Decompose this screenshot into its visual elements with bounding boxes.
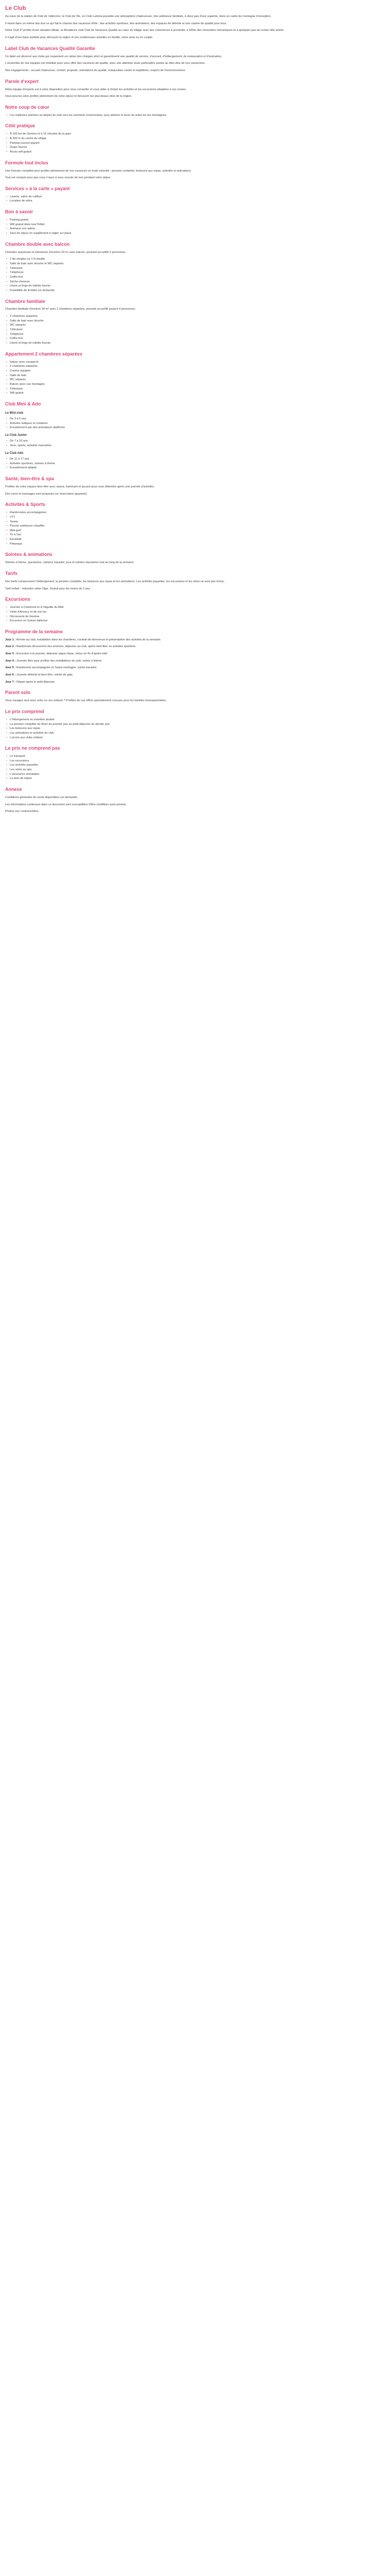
list-item: • Salle de bain <box>10 374 386 378</box>
intro-para: Il réunit dans un même lieu tout ce qui fait le charme des vacances d'été : des activités sportives, des animations, des espaces de détente et une cuisine de qualité pour tous. <box>5 22 227 25</box>
services-heading: Services « à la carte » payant <box>5 185 70 191</box>
chambre-double-list <box>5 257 386 293</box>
list-item: • Activités ludiques et créatives <box>10 421 386 426</box>
ado-club-subheading: Le Club Ado <box>5 451 24 455</box>
soiree-para: Soirées à thème, spectacles, cabaret, karaoké, jeux et soirées dansantes tout au long de la semaine. <box>5 561 135 565</box>
excursions-section <box>5 596 386 623</box>
club-mini-heading: Club Mini & Ado <box>5 401 41 406</box>
day-name: Jour 3 : <box>5 652 16 656</box>
list-item: • Pétanque <box>10 542 386 547</box>
list-item: • Accès wifi gratuit <box>10 150 386 155</box>
mini-club-subheading: Le Mini-club <box>5 411 23 415</box>
intro-para: Au cœur de la station de Club de Vallorcine, le Club de l'Ile, un Club Lumina possède une atmosphère chaleureuse, très ambiance familiale, à deux pas d'une superbe, dans un cadre de montagne d'exception. <box>5 15 272 19</box>
qualite-para: L'ensemble de nos équipes est mobilisé pour vous offrir des vacances de qualité, avec une attention toute particulière portée au bien-être de nos vacanciers. <box>5 62 206 65</box>
day-text: Journée détente et bien-être, soirée de gala. <box>16 673 73 677</box>
pratique-heading: Côté pratique <box>5 123 36 129</box>
parent-para: Vous voyagez seul avec votre ou vos enfants ? Profitez de nos offres spécialement conçues pour les familles monoparentales. <box>5 699 167 703</box>
appartement-section <box>5 351 386 396</box>
list-item: • À 150 km de Genève et à 15 minutes de la gare <box>10 132 386 137</box>
services-list <box>5 195 386 204</box>
list-item: • Coffre-fort <box>10 336 386 341</box>
formule-heading: Formule tout inclus <box>5 160 48 165</box>
prix-comprend-section <box>5 708 386 740</box>
list-item: • L'accès aux clubs enfants <box>10 736 386 740</box>
activites-heading: Activités & Sports <box>5 502 45 507</box>
list-item: • Journée à Chamonix et à l'Aiguille du Midi <box>10 605 386 610</box>
list-item: • Coffre-fort <box>10 275 386 280</box>
services-section <box>5 185 386 204</box>
day-text: Départ après le petit-déjeuner. <box>16 680 56 684</box>
list-item: • À 200 m du centre du village <box>10 137 386 141</box>
day-text: Arrivée au club, installation dans les chambres, cocktail de bienvenue et présentation des activités de la semaine. <box>16 638 161 641</box>
expert-para: Notre équipe d'experts est à votre disposition pour vous conseiller et vous aider à choisir les activités et les excursions adaptées à vos envies. <box>5 88 187 91</box>
list-item: • Piscine extérieure chauffée <box>10 524 386 529</box>
junior-club-subheading: Le Club Junior <box>5 434 27 437</box>
list-item: • 2 chambres séparées <box>10 314 386 319</box>
list-item: • Balcon avec vue montagne <box>10 382 386 387</box>
formule-para: Une formule complète pour profiter pleinement de vos vacances en toute sérénité : pension complète, boissons aux repas, activités et animations. <box>5 169 192 173</box>
day-name: Jour 5 : <box>5 666 16 670</box>
day-text: Randonnée accompagnée en haute montagne, soirée karaoké. <box>16 666 97 670</box>
list-item: • Encadrement adapté <box>10 466 386 470</box>
list-item: • L'assurance annulation <box>10 772 386 777</box>
prix-ne-comprend-section <box>5 745 386 781</box>
annexe-section <box>5 786 386 814</box>
day-name: Jour 7 : <box>5 680 16 684</box>
list-item: • Les activités payantes <box>10 763 386 768</box>
chambre-famille-section <box>5 298 386 346</box>
programme-day <box>5 652 386 656</box>
qualite-section <box>5 45 386 73</box>
annexe-heading: Annexe <box>5 787 22 792</box>
list-item: • Literie et linge de toilette fournis <box>10 341 386 346</box>
list-item: • Draps fournis <box>10 145 386 150</box>
list-item: • Le transport <box>10 754 386 759</box>
bon-savoir-section <box>5 209 386 236</box>
list-item: • Escalade <box>10 537 386 542</box>
list-item: • Parking gratuit <box>10 218 386 223</box>
formule-section <box>5 160 386 180</box>
day-name: Jour 6 : <box>5 673 16 677</box>
day-name: Jour 2 : <box>5 645 16 649</box>
tarifs-para: Tarif enfant : réduction selon l'âge. Gratuit pour les moins de 2 ans. <box>5 587 91 590</box>
list-item: • Télévision <box>10 328 386 332</box>
list-item: • Possibilité de lit bébé sur demande <box>10 289 386 293</box>
day-text: Journée libre pour profiter des installations du club, soirée à thème. <box>16 659 103 663</box>
chambre-double-heading: Chambre double avec balcon <box>5 241 70 247</box>
list-item: • Téléphone <box>10 270 386 275</box>
expert-heading: Parole d'expert <box>5 78 39 84</box>
chambre-famille-list <box>5 314 386 346</box>
list-item: • Les boissons aux repas <box>10 726 386 731</box>
ado-club-list <box>5 457 386 470</box>
list-item: • Wifi gratuit <box>10 391 386 396</box>
tarifs-heading: Tarifs <box>5 571 18 577</box>
list-item: • Séjour avec canapé-lit <box>10 360 386 365</box>
list-item: • La pension complète du dîner du premier jour au petit-déjeuner du dernier jour <box>10 722 386 727</box>
list-item: • Mini-golf <box>10 529 386 533</box>
list-item: • Randonnées accompagnées <box>10 511 386 515</box>
soiree-section <box>5 551 386 565</box>
prix-comprend-list <box>5 718 386 740</box>
coup-de-coeur-section <box>5 104 386 118</box>
list-item: • Location de vélos <box>10 199 386 204</box>
programme-day <box>5 666 386 670</box>
coup-list <box>5 113 386 118</box>
prix-ne-comprend-list <box>5 754 386 781</box>
list-item: • Excursion en Suisse italienne <box>10 619 386 623</box>
chambre-double-section <box>5 241 386 293</box>
intro-section <box>5 4 386 40</box>
formule-para: Tout est compris pour que vous n'ayez à vous soucier de rien pendant votre séjour. <box>5 176 111 180</box>
excursions-list <box>5 605 386 623</box>
tarifs-section <box>5 570 386 591</box>
programme-day <box>5 645 386 649</box>
list-item: • 2 lits simples ou 1 lit double <box>10 257 386 262</box>
list-item: • Cuisine équipée <box>10 369 386 374</box>
programme-day <box>5 673 386 677</box>
sante-section <box>5 476 386 496</box>
annexe-para: Les informations contenues dans ce document sont susceptibles d'être modifiées sans préavis. <box>5 803 127 806</box>
list-item: • Jeux, sports, activités manuelles <box>10 444 386 448</box>
list-item: • Télévision <box>10 387 386 392</box>
list-item: • WC séparés <box>10 323 386 328</box>
list-item: • Téléphone <box>10 332 386 337</box>
programme-day <box>5 638 386 642</box>
list-item: • Sèche-cheveux <box>10 280 386 284</box>
intro-heading: Le Club <box>5 5 26 11</box>
programme-section <box>5 629 386 685</box>
club-mini-section <box>5 401 386 470</box>
programme-heading: Programme de la semaine <box>5 629 63 634</box>
expert-section <box>5 78 386 99</box>
intro-para: Il s'agit d'une base parfaite pour découvrir la région et ses nombreuses activités en famille, entre amis ou en couple. <box>5 36 153 40</box>
list-item: • Tir à l'arc <box>10 533 386 537</box>
list-item: • Visite d'Annecy et de son lac <box>10 610 386 615</box>
activites-section <box>5 501 386 546</box>
list-item: • Literie et linge de toilette fournis <box>10 284 386 289</box>
list-item: • Tennis <box>10 520 386 524</box>
parent-solo-section <box>5 689 386 703</box>
qualite-para: Ce label est décerné aux clubs qui respectent un cahier des charges strict et garantissent une qualité de service, d'accueil, d'hébergement, de restauration et d'animation. <box>5 55 222 58</box>
list-item: • Wifi gratuit dans tout l'hôtel <box>10 223 386 227</box>
chambre-famille-heading: Chambre familiale <box>5 298 45 304</box>
list-item: • Salle de bain avec douche et WC séparés <box>10 262 386 266</box>
bon-savoir-list <box>5 218 386 236</box>
page <box>0 0 391 827</box>
list-item: • Les excursions <box>10 759 386 764</box>
chambre-famille-intro: Chambre familiale d'environ 30 m² avec 2 chambres séparées, pouvant accueillir jusqu'à 4 personnes. <box>5 308 136 311</box>
tarifs-para: Nos tarifs comprennent l'hébergement, la pension complète, les boissons aux repas et les animations. Les activités payantes, les excursions et les soins ne sont pas inclus. <box>5 580 225 583</box>
sante-para: Des soins et massages sont proposés sur réservation (payants). <box>5 492 88 496</box>
junior-club-list <box>5 439 386 448</box>
appartement-list <box>5 360 386 396</box>
coup-heading: Notre coup de cœur <box>5 104 50 110</box>
prix-ne-comprend-heading: Le prix ne comprend pas <box>5 745 60 751</box>
annexe-para: Photos non contractuelles. <box>5 810 39 814</box>
expert-para: Vous pourrez ainsi profiter pleinement de votre séjour et découvrir les plus beaux sites de la région. <box>5 95 132 98</box>
list-item: • Découverte de Genève <box>10 615 386 619</box>
list-item: • Les soins au spa <box>10 768 386 772</box>
list-item: • Parking couvert payant <box>10 141 386 146</box>
day-text: Randonnée découverte des environs, déjeuner au club, après-midi libre ou activités sportives. <box>16 645 137 649</box>
list-item: • L'hébergement en chambre double <box>10 718 386 722</box>
pratique-list <box>5 132 386 154</box>
mini-club-list <box>5 417 386 430</box>
excursions-heading: Excursions <box>5 597 30 602</box>
list-item: • Encadrement par des animateurs diplômés <box>10 426 386 430</box>
qualite-heading: Label Club de Vacances Qualité Garantie <box>5 45 95 51</box>
activites-list <box>5 511 386 546</box>
programme-day <box>5 659 386 664</box>
appartement-heading: Appartement 2 chambres séparées <box>5 351 83 357</box>
list-item: • 2 chambres séparées <box>10 364 386 369</box>
list-item: • Laverie, salon de coiffure <box>10 195 386 199</box>
programme-day <box>5 680 386 685</box>
day-name: Jour 1 : <box>5 638 16 641</box>
list-item: • Taxe de séjour en supplément à régler sur place <box>10 231 386 236</box>
sante-heading: Santé, bien-être & spa <box>5 476 54 481</box>
prix-comprend-heading: Le prix comprend <box>5 708 44 714</box>
qualite-para: Nos engagements : accueil chaleureux, confort, propreté, animations de qualité, restauration variée et équilibrée, respect de l'environnement. <box>5 69 186 72</box>
list-item: • WC séparés <box>10 378 386 382</box>
intro-para: Notre Club 3* profite d'une situation idéale, la Résidence club Club de Vacances Qualité au cœur du village avec des commerces à proximité, à 500m des remontées mécaniques et à quelques pas du centre-ville animé. <box>5 29 285 32</box>
list-item: • Animaux non admis <box>10 227 386 231</box>
bon-savoir-heading: Bon à savoir <box>5 209 34 215</box>
sante-para: Profitez de notre espace bien-être avec sauna, hammam et jacuzzi pour vous détendre après une journée d'activités. <box>5 485 155 488</box>
annexe-para: Conditions générales de vente disponibles sur demande. <box>5 796 78 799</box>
soiree-heading: Soirées & animations <box>5 552 53 557</box>
list-item: • Télévision <box>10 266 386 271</box>
pratique-section <box>5 123 386 154</box>
list-item: • Les matinées animées au départ du club vers les sommets environnants, pour admirer le lever du soleil sur les montagnes. <box>10 113 386 118</box>
list-item: • La taxe de séjour <box>10 776 386 781</box>
list-item: • De 7 à 10 ans <box>10 439 386 444</box>
list-item: • De 3 à 6 ans <box>10 417 386 421</box>
day-text: Excursion à la journée, déjeuner pique-nique, retour en fin d'après-midi. <box>16 652 108 656</box>
list-item: • Salle de bain avec douche <box>10 319 386 324</box>
day-name: Jour 4 : <box>5 659 16 663</box>
chambre-double-intro: Chambre spacieuse et lumineuse d'environ 20 m² avec balcon, pouvant accueillir 2 personnes. <box>5 250 126 254</box>
list-item: • De 11 à 17 ans <box>10 457 386 462</box>
parent-heading: Parent solo <box>5 690 31 696</box>
list-item: • Activités sportives, soirées à thème <box>10 462 386 466</box>
list-item: • VTT <box>10 515 386 520</box>
list-item: • Les animations et activités du club <box>10 731 386 736</box>
